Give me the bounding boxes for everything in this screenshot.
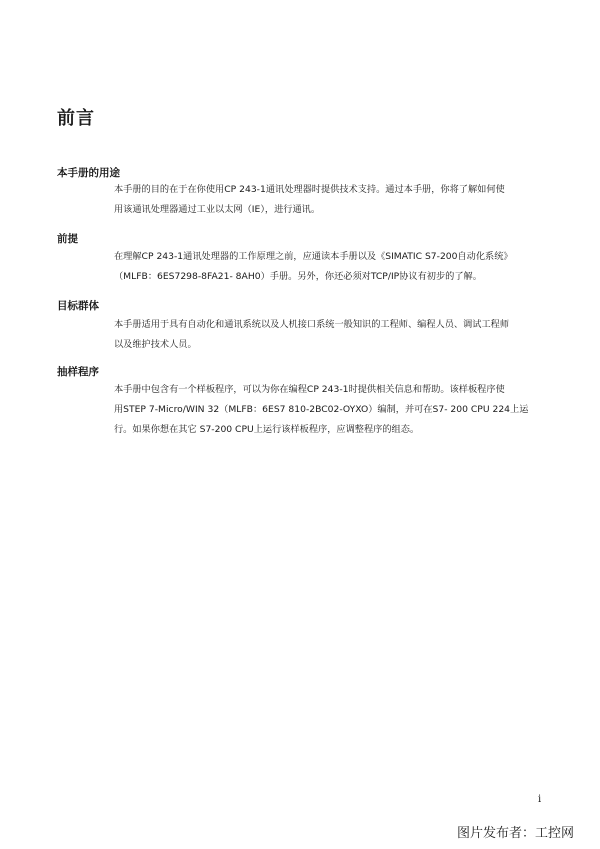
paragraph-line: 行。如果你想在其它 S7-200 CPU上运行该样板程序，应调整程序的组态。	[114, 424, 420, 435]
section-body-purpose	[114, 180, 554, 220]
section-heading-prerequisites: 前提	[57, 233, 78, 245]
section-body-target-group	[114, 315, 554, 355]
paragraph-line: （MLFB：6ES7298-8FA21- 8AH0）手册。另外，你还必须对TCP/IP协议有初步的了解。	[114, 271, 482, 282]
page-title: 前言	[57, 108, 95, 129]
paragraph-line: 用该通讯处理器通过工业以太网（IE），进行通讯。	[114, 204, 321, 215]
page-number: i	[538, 794, 542, 805]
section-heading-purpose: 本手册的用途	[57, 167, 120, 179]
paragraph-line: 本手册中包含有一个样板程序，可以为你在编程CP 243-1时提供相关信息和帮助。该样板程序使	[114, 384, 505, 395]
section-heading-sample-program: 抽样程序	[57, 366, 99, 378]
paragraph-line: 在理解CP 243-1通讯处理器的工作原理之前，应通读本手册以及《SIMATIC S7-200自动化系统》	[114, 251, 513, 262]
paragraph-line: 以及维护技术人员。	[114, 339, 197, 350]
section-body-prerequisites	[114, 247, 554, 287]
section-heading-target-group: 目标群体	[57, 300, 99, 312]
watermark: 图片发布者：工控网	[457, 826, 575, 841]
paragraph-line: 本手册适用于具有自动化和通讯系统以及人机接口系统一般知识的工程师、编程人员、调试工程师	[114, 319, 510, 330]
paragraph-line: 用STEP 7-Micro/WIN 32（MLFB：6ES7 810-2BC02-OYXO）编制，并可在S7- 200 CPU 224上运	[114, 404, 529, 415]
paragraph-line: 本手册的目的在于在你使用CP 243-1通讯处理器时提供技术支持。通过本手册，你将了解如何使	[114, 184, 505, 195]
section-body-sample-program	[114, 380, 554, 440]
